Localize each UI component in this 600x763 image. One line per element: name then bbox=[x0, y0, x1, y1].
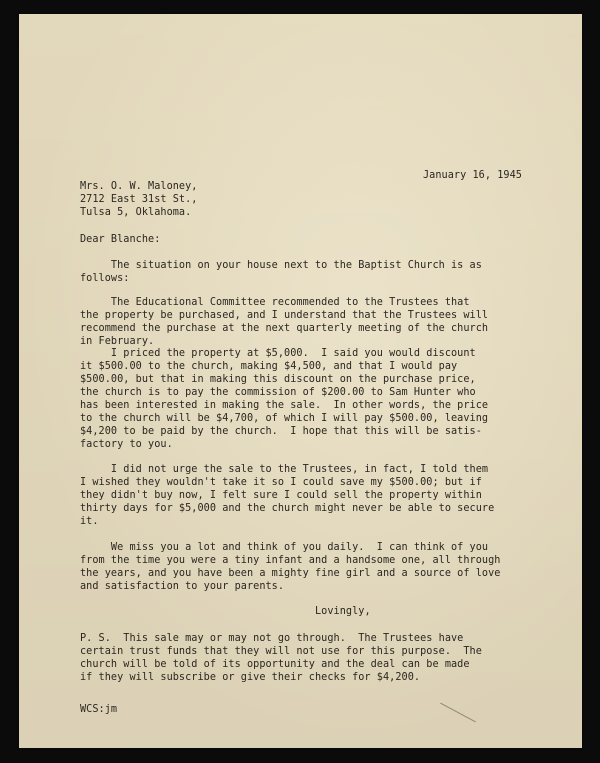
salutation: Dear Blanche: bbox=[80, 234, 161, 245]
paragraph-3-line: it $500.00 to the church, making $4,500, and that I would pay bbox=[80, 361, 458, 372]
paragraph-2-line: the property be purchased, and I understand that the Trustees will bbox=[80, 310, 489, 321]
paragraph-5-line: and satisfaction to your parents. bbox=[80, 581, 285, 592]
paragraph-2-line: The Educational Committee recommended to the Trustees that bbox=[80, 297, 470, 308]
postscript-line: church will be told of its opportunity and the deal can be made bbox=[80, 659, 470, 670]
paragraph-4-line: I wished they wouldn't take it so I could save my $500.00; but if bbox=[80, 477, 482, 488]
postscript-line: certain trust funds that they will not use for this purpose. The bbox=[80, 646, 482, 657]
paragraph-2-line: in February. bbox=[80, 336, 155, 347]
letter-date: January 16, 1945 bbox=[423, 170, 522, 181]
paragraph-2-line: recommend the purchase at the next quarterly meeting of the church bbox=[80, 323, 489, 334]
paragraph-3-line: factory to you. bbox=[80, 439, 173, 450]
paragraph-4-line: it. bbox=[80, 516, 99, 527]
paragraph-3-line: I priced the property at $5,000. I said you would discount bbox=[80, 348, 476, 359]
paragraph-3-line: has been interested in making the sale. In other words, the price bbox=[80, 400, 489, 411]
paragraph-1-line: The situation on your house next to the Baptist Church is as bbox=[80, 260, 482, 271]
typist-initials: WCS:jm bbox=[80, 704, 118, 715]
postscript-line: P. S. This sale may or may not go through. The Trustees have bbox=[80, 633, 464, 644]
postscript-line: if they will subscribe or give their checks for $4,200. bbox=[80, 672, 421, 683]
paragraph-3-line: $500.00, but that in making this discount on the purchase price, bbox=[80, 374, 476, 385]
address-line-street: 2712 East 31st St., bbox=[80, 194, 198, 205]
paragraph-3-line: to the church will be $4,700, of which I will pay $500.00, leaving bbox=[80, 413, 489, 424]
paragraph-3-line: the church is to pay the commission of $200.00 to Sam Hunter who bbox=[80, 387, 476, 398]
paragraph-4-line: I did not urge the sale to the Trustees, in fact, I told them bbox=[80, 464, 489, 475]
paragraph-4-line: they didn't buy now, I felt sure I could sell the property within bbox=[80, 490, 482, 501]
paragraph-5-line: the years, and you have been a mighty fine girl and a source of love bbox=[80, 568, 501, 579]
paragraph-5-line: from the time you were a tiny infant and a handsome one, all through bbox=[80, 555, 501, 566]
address-line-name: Mrs. O. W. Maloney, bbox=[80, 181, 198, 192]
closing: Lovingly, bbox=[315, 606, 371, 617]
paragraph-4-line: thirty days for $5,000 and the church might never be able to secure bbox=[80, 503, 495, 514]
paragraph-5-line: We miss you a lot and think of you daily. I can think of you bbox=[80, 542, 489, 553]
address-line-city: Tulsa 5, Oklahoma. bbox=[80, 207, 192, 218]
paragraph-3-line: $4,200 to be paid by the church. I hope that this will be satis- bbox=[80, 426, 482, 437]
paragraph-1-line: follows: bbox=[80, 273, 130, 284]
